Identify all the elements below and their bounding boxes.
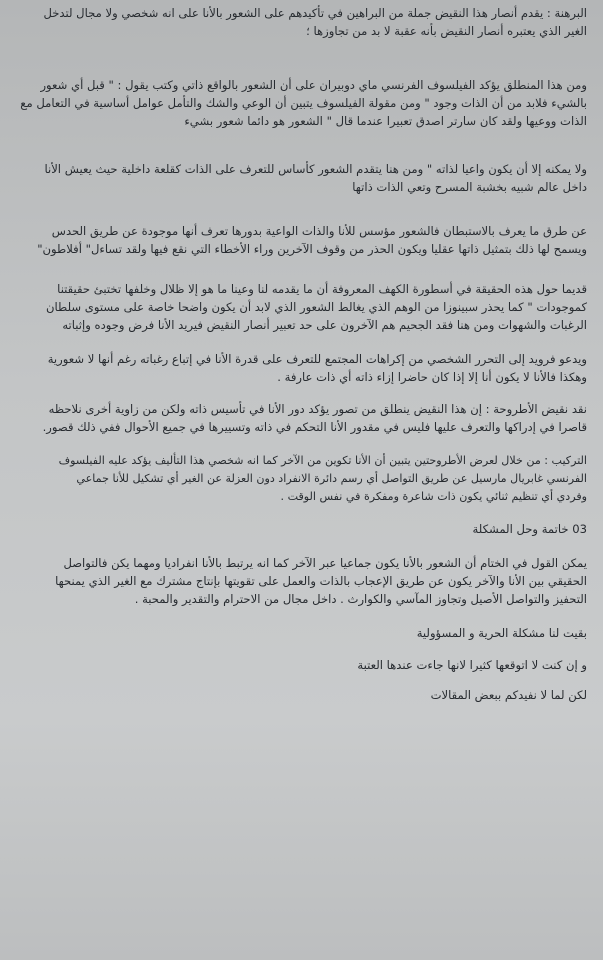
text-line: ويدعو فرويد إلى التحرر الشخصي من إكراهات المجتمع للتعرف على قدرة الأنا في إتباع رغباته رغم أنها لا شعورية [47,352,587,366]
text-line: داخل عالم شبيه بخشبة المسرح وتعي الذات ذاتها [352,180,587,194]
text-line: قديما حول هذه الحقيقة في أسطورة الكهف المعروفة أن ما يقدمه لنا وعينا ما هو إلا ظلال وخلفها تختبئ حقيقتنا [57,282,587,296]
text-line: نقد نقيض الأطروحة : إن هذا النقيض ينطلق من تصور يؤكد دور الأنا في تأسيس ذاته ولكن من زاوية أخرى نلاحظه [48,402,587,416]
text-line: قاصرا في إدراكها والتعرف عليها فليس في مقدور الأنا التحكم في ذاته وتسييرها في جميع الأحوال ففي ذلك قصور. [42,420,587,434]
text-line: يمكن القول في الختام أن الشعور بالأنا يكون جماعيا عبر الآخر كما انه يرتبط بالأنا انفراديا ومهما يكن فالتواصل [63,556,587,570]
note-remaining-problem [5,624,587,642]
text-line: وهكذا فالأنا لا يكون أنا إلا إذا كان حاضرا إزاء ذاته أي ذات عارفة . [277,370,587,384]
text-line: عن طرق ما يعرف بالاستبطان فالشعور مؤسس للأنا والذات الواعية بدورها تعرف أنها موجودة عن طريق الحدس [51,224,587,238]
text-line: وفردي أي تنظيم ثنائي يكون ذات شاعرة ومفكرة في نفس الوقت . [280,490,587,503]
text-line: كموجودات " كما يحذر سبينوزا من الوهم الذي يغالط الشعور الذي لابد أن يكون واضحا خاصة على مستوى سلطان [46,300,587,314]
paragraph-self-awareness [5,160,587,196]
text-line: التحفيز والتواصل الأصيل وتجاوز المآسي والكوارث . داخل مجال من الاحترام والتقدير والمحبة . [134,592,587,606]
paragraph-argumentation [5,4,587,40]
text-line: ومن هذا المنطلق يؤكد الفيلسوف الفرنسي ماي دوبيران على أن الشعور بالواقع ذاتي وكتب يقول : " قبل أي شعور [40,78,587,92]
text-line: الغير الذي يعتبره أنصار النقيض بأنه عقبة لا بد من تجاوزها ؛ [306,24,587,38]
paragraph-critique [5,400,587,436]
text-line: 03 خاتمة وحل المشكلة [472,522,587,536]
paragraph-maine-de-biran [5,76,587,130]
note-articles [5,686,587,704]
paragraph-freud [5,350,587,386]
paragraph-synthesis [5,452,587,506]
text-line: الفرنسي غابريال مارسيل عن طريق التواصل أي رسم دائرة الانفراد دون العزلة عن الغير أي تشكيل للأنا جماعي [76,472,587,485]
text-line: الذات ووعيها ولقد كان سارتر اصدق تعبيرا عندما قال " الشعور هو دائما شعور بشيء [184,114,587,128]
text-line: بالشيء فلابد من أن الذات وجود " ومن مقولة الفيلسوف يتبين أن الوعي والشك والتأمل عوامل أساسية في التعامل مع [20,96,587,110]
note-expectation [5,656,587,674]
text-line: الرغبات والشهوات ومن هنا فقد الجحيم هم الآخرون على حد تعبير أنصار النقيض فيريد الأنا فرض وجوده وإثباته [62,318,587,332]
text-line: ويسمح لها ذلك بتمثيل ذاتها عقليا ويكون الحذر من وقوف الآخرين وراء الأخطاء التي نقع فيها ولقد تساءل" أفلاطون" [37,242,587,256]
text-line: التركيب : من خلال لعرض الأطروحتين يتبين أن الأنا تكوين من الآخر كما انه شخصي هذا التأليف يؤكد عليه الفيلسوف [58,454,587,467]
text-line: الحقيقي بين الأنا والآخر يكون عن طريق الإعجاب بالذات والعمل على تقويتها بإنتاج مشترك مع الغير الذي يمنحها [55,574,587,588]
text-line: بقيت لنا مشكلة الحرية و المسؤولية [416,626,587,640]
text-line: لكن لما لا نفيدكم ببعض المقالات [430,688,587,702]
text-line: البرهنة : يقدم أنصار هذا النقيض جملة من البراهين في تأكيدهم على الشعور بالأنا على انه شخصي ولا مجال لتدخل [43,6,587,20]
paragraph-introspection [5,222,587,258]
text-line: و إن كنت لا اتوقعها كثيرا لانها جاءت عندها العتبة [357,658,587,672]
text-line: ولا يمكنه إلا أن يكون واعيا لذاته " ومن هنا يتقدم الشعور كأساس للتعرف على الذات كقلعة داخلية حيث يعيش الأنا [44,162,587,176]
paragraph-conclusion [5,554,587,608]
section-heading-conclusion [5,520,587,538]
paragraph-cave-allegory [5,280,587,334]
